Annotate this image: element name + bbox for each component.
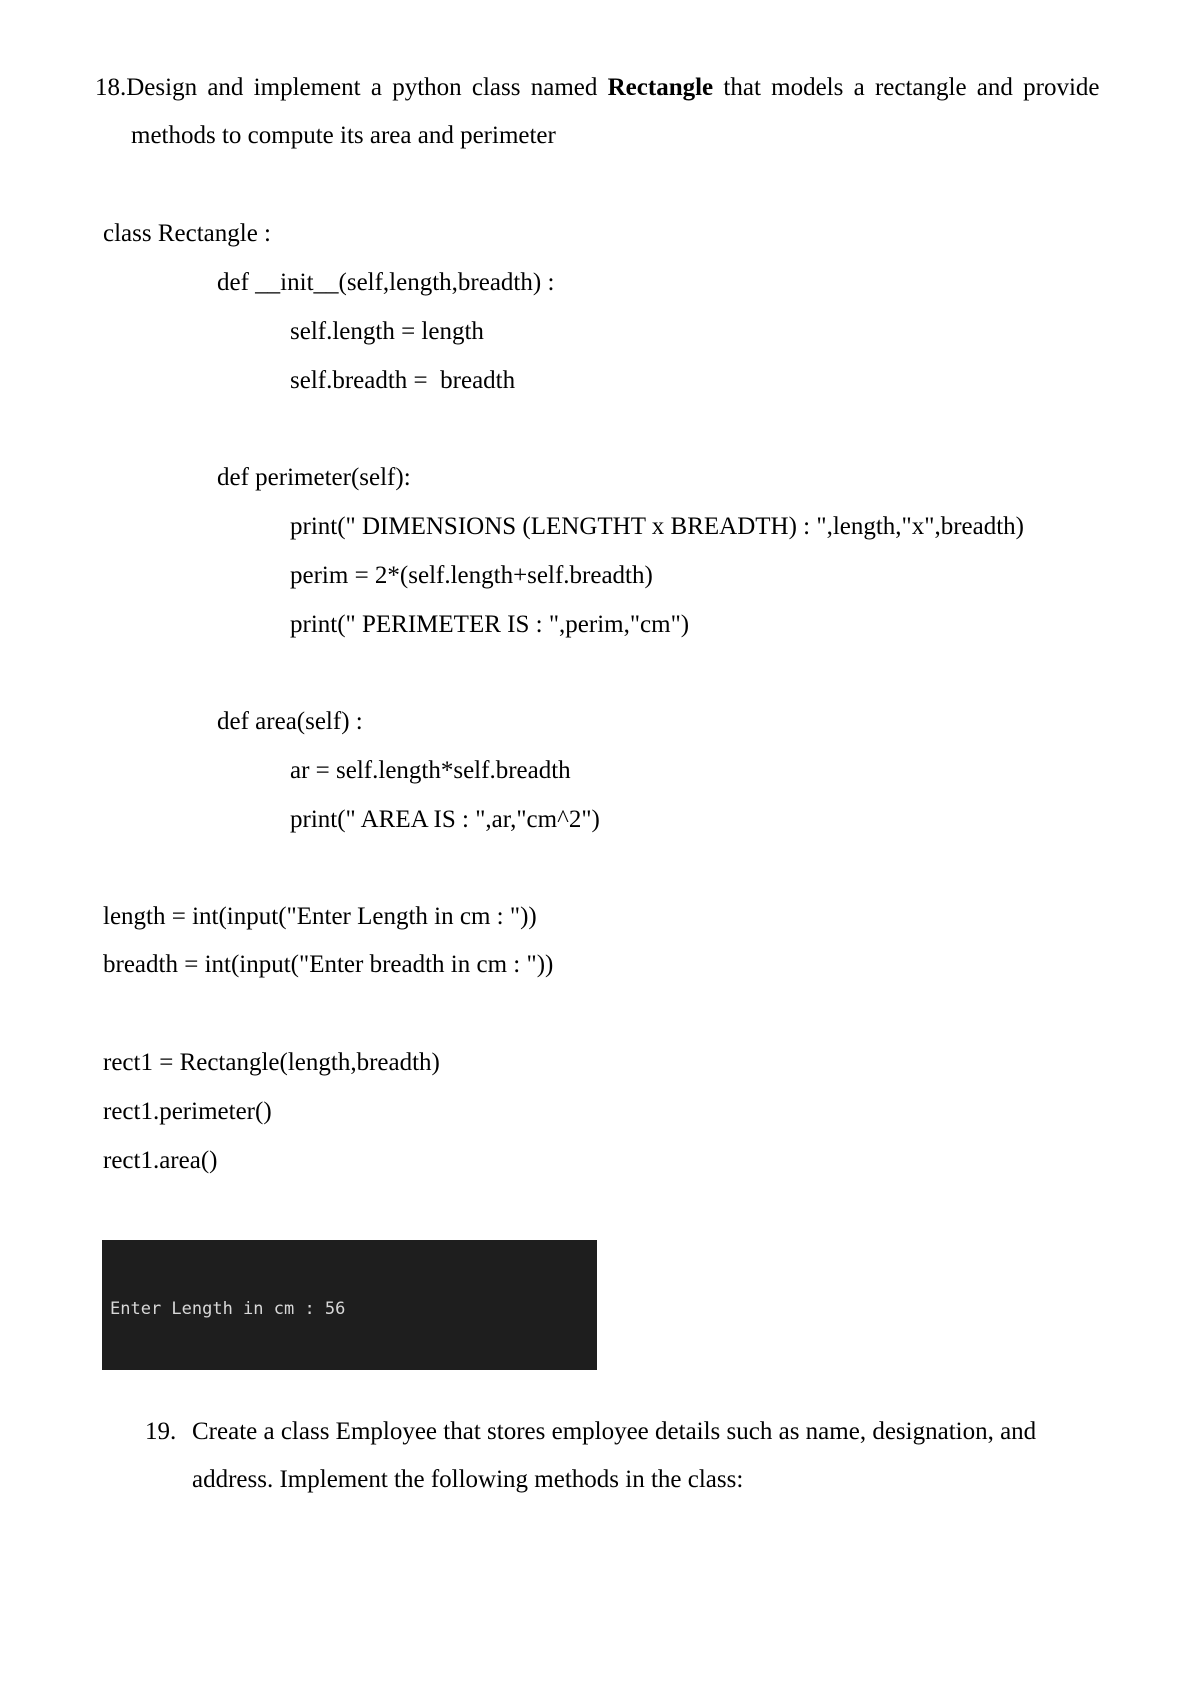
- code-line: perim = 2*(self.length+self.breadth): [290, 562, 653, 589]
- question-18-number: 18.: [95, 74, 127, 101]
- code-line: rect1.area(): [103, 1147, 218, 1174]
- question-18-text-before: Design and implement a python class named: [126, 74, 608, 101]
- question-18-line-1: [95, 72, 1100, 104]
- code-line: rect1 = Rectangle(length,breadth): [103, 1049, 440, 1076]
- terminal-line: Enter Length in cm : 56: [110, 1299, 346, 1319]
- question-19-number: 19.: [145, 1418, 177, 1445]
- question-18-text-after: that models a rectangle and provide: [713, 74, 1100, 101]
- code-line: breadth = int(input("Enter breadth in cm : ")): [103, 951, 554, 978]
- code-line: rect1.perimeter(): [103, 1098, 272, 1125]
- question-19-line-1: Create a class Employee that stores employee details such as name, designation, and: [192, 1418, 1037, 1445]
- code-line: print(" DIMENSIONS (LENGTHT x BREADTH) : ",length,"x",breadth): [290, 513, 1025, 540]
- code-line: self.breadth = breadth: [290, 367, 516, 394]
- terminal-output-screenshot: [102, 1240, 597, 1370]
- question-19-line-2: address. Implement the following methods in the class:: [192, 1466, 744, 1493]
- code-line: length = int(input("Enter Length in cm : ")): [103, 903, 537, 930]
- code-line: def area(self) :: [217, 708, 363, 735]
- code-line: print(" AREA IS : ",ar,"cm^2"): [290, 806, 600, 833]
- code-line: self.length = length: [290, 318, 484, 345]
- code-line: def __init__(self,length,breadth) :: [217, 269, 555, 296]
- question-18-bold-word: Rectangle: [607, 74, 714, 101]
- code-line: def perimeter(self):: [217, 464, 411, 491]
- code-line: class Rectangle :: [103, 220, 271, 247]
- code-line: ar = self.length*self.breadth: [290, 757, 571, 784]
- code-line: print(" PERIMETER IS : ",perim,"cm"): [290, 611, 690, 638]
- question-18-line-2: methods to compute its area and perimeter: [131, 122, 556, 149]
